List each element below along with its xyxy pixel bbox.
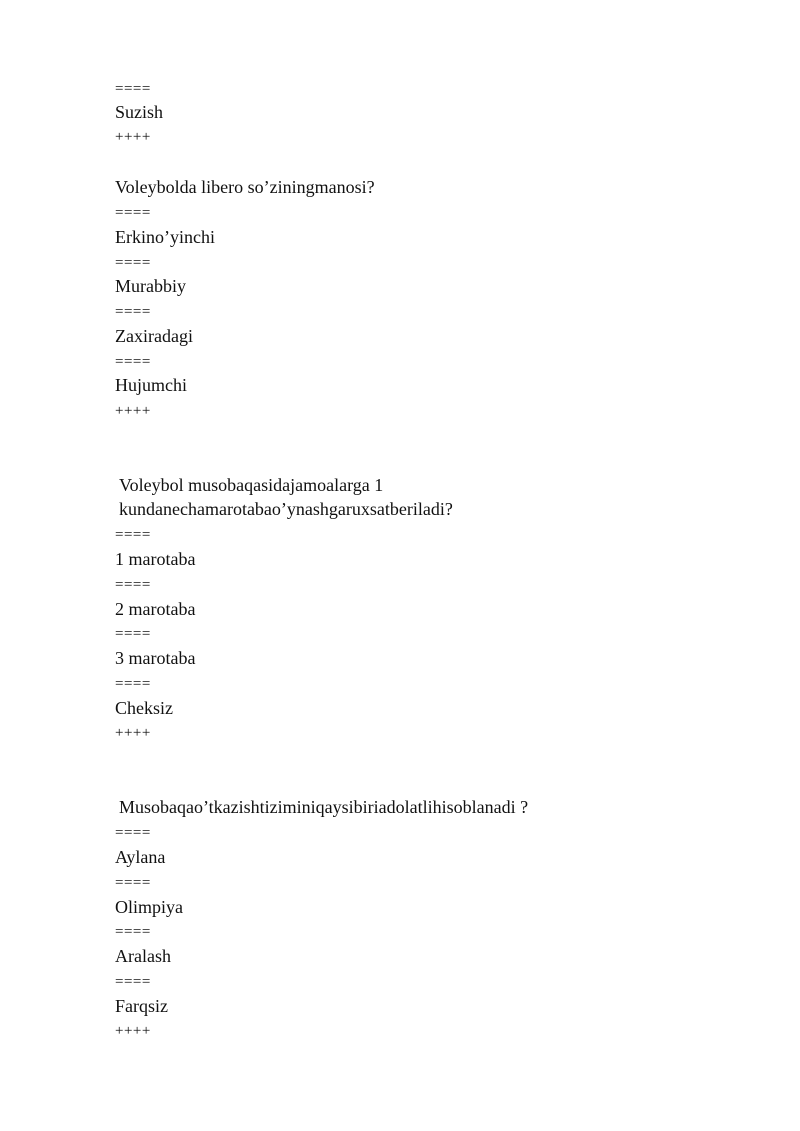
- separator-line: ====: [115, 205, 151, 221]
- answer-option: Erkino’yinchi: [115, 227, 215, 247]
- end-marker-line: ++++: [115, 403, 151, 419]
- separator-line: ====: [115, 527, 151, 543]
- separator-line: ====: [115, 626, 151, 642]
- separator-line: ====: [115, 354, 151, 370]
- answer-option: Suzish: [115, 102, 164, 122]
- separator-line: ====: [115, 577, 151, 593]
- answer-option: 1 marotaba: [115, 549, 196, 569]
- end-marker-line: ++++: [115, 1023, 151, 1039]
- answer-option: Murabbiy: [115, 276, 186, 296]
- answer-option: Zaxiradagi: [115, 326, 193, 346]
- question-text-continued: kundanechamarotabao’ynashgaruxsatberiladi?: [119, 499, 453, 519]
- separator-line: ====: [115, 924, 151, 940]
- end-marker-line: ++++: [115, 725, 151, 741]
- separator-line: ====: [115, 255, 151, 271]
- answer-option: 2 marotaba: [115, 599, 196, 619]
- question-text: Voleybol musobaqasidajamoalarga 1: [119, 475, 384, 495]
- answer-option: 3 marotaba: [115, 648, 196, 668]
- question-text: Voleybolda libero so’ziningmanosi?: [115, 177, 375, 197]
- answer-option: Cheksiz: [115, 698, 173, 718]
- separator-line: ====: [115, 81, 151, 97]
- answer-option: Hujumchi: [115, 375, 187, 395]
- answer-option: Farqsiz: [115, 996, 168, 1016]
- separator-line: ====: [115, 676, 151, 692]
- end-marker-line: ++++: [115, 129, 151, 145]
- separator-line: ====: [115, 875, 151, 891]
- separator-line: ====: [115, 825, 151, 841]
- question-text: Musobaqao’tkazishtiziminiqaysibiriadolatlihisoblanadi ?: [119, 797, 529, 817]
- separator-line: ====: [115, 304, 151, 320]
- answer-option: Aylana: [115, 847, 166, 867]
- answer-option: Aralash: [115, 946, 171, 966]
- answer-option: Olimpiya: [115, 897, 183, 917]
- separator-line: ====: [115, 974, 151, 990]
